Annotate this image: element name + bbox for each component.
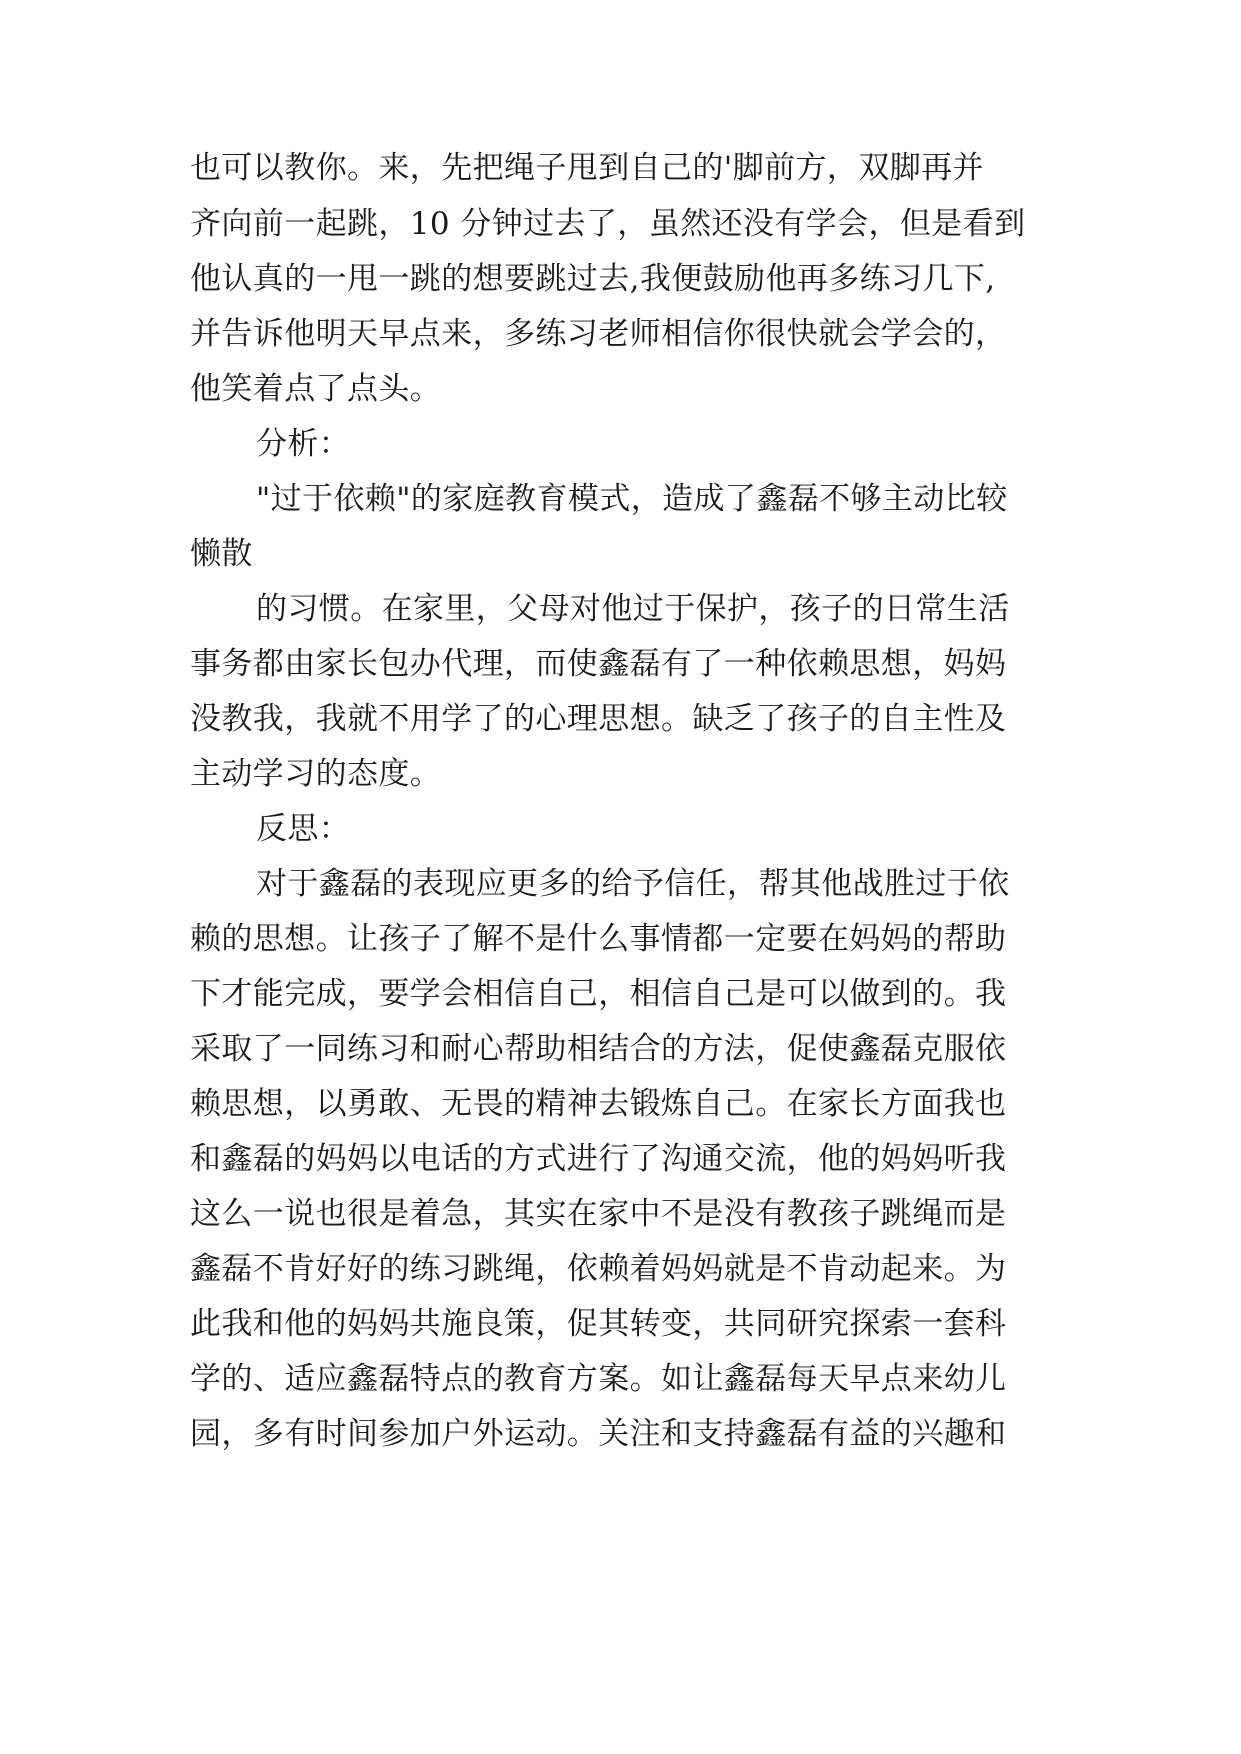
text-line: 的习惯。在家里，父母对他过于保护，孩子的日常生活 xyxy=(256,591,1010,627)
section-heading-reflection: 反思： xyxy=(256,811,351,847)
text-line: 学的、适应鑫磊特点的教育方案。如让鑫磊每天早点来幼儿 xyxy=(190,1361,1007,1397)
text-line: 事务都由家长包办代理，而使鑫磊有了一种依赖思想，妈妈 xyxy=(190,646,1007,682)
text-line: 赖思想，以勇敢、无畏的精神去锻炼自己。在家长方面我也 xyxy=(190,1086,1007,1122)
text-line: 赖的思想。让孩子了解不是什么事情都一定要在妈妈的帮助 xyxy=(190,921,1007,957)
text-line: 主动学习的态度。 xyxy=(190,756,442,792)
text-line: 他笑着点了点头。 xyxy=(190,371,442,407)
text-line: 懒散 xyxy=(190,536,253,572)
text-line: 并告诉他明天早点来，多练习老师相信你很快就会学会的， xyxy=(190,316,1007,352)
text-line: 没教我，我就不用学了的心理思想。缺乏了孩子的自主性及 xyxy=(190,701,1007,737)
text-line: "过于依赖"的家庭教育模式，造成了鑫磊不够主动比较 xyxy=(256,481,1008,517)
section-heading-analysis: 分析： xyxy=(256,426,351,462)
text-line: 也可以教你。来，先把绳子甩到自己的'脚前方，双脚再并 xyxy=(190,150,984,186)
text-line: 此我和他的妈妈共施良策，促其转变，共同研究探索一套科 xyxy=(190,1306,1007,1342)
text-line: 园，多有时间参加户外运动。关注和支持鑫磊有益的兴趣和 xyxy=(190,1416,1007,1452)
text-line: 下才能完成，要学会相信自己，相信自己是可以做到的。我 xyxy=(190,976,1007,1012)
text-line: 他认真的一甩一跳的想要跳过去,我便鼓励他再多练习几下, xyxy=(190,261,996,297)
text-line: 采取了一同练习和耐心帮助相结合的方法，促使鑫磊克服依 xyxy=(190,1031,1007,1067)
text-line: 和鑫磊的妈妈以电话的方式进行了沟通交流，他的妈妈听我 xyxy=(190,1141,1007,1177)
text-line: 这么一说也很是着急，其实在家中不是没有教孩子跳绳而是 xyxy=(190,1196,1007,1232)
text-line: 对于鑫磊的表现应更多的给予信任，帮其他战胜过于依 xyxy=(256,866,1010,902)
text-line: 齐向前一起跳，10 分钟过去了，虽然还没有学会，但是看到 xyxy=(190,206,1026,242)
text-line: 鑫磊不肯好好的练习跳绳，依赖着妈妈就是不肯动起来。为 xyxy=(190,1251,1007,1287)
